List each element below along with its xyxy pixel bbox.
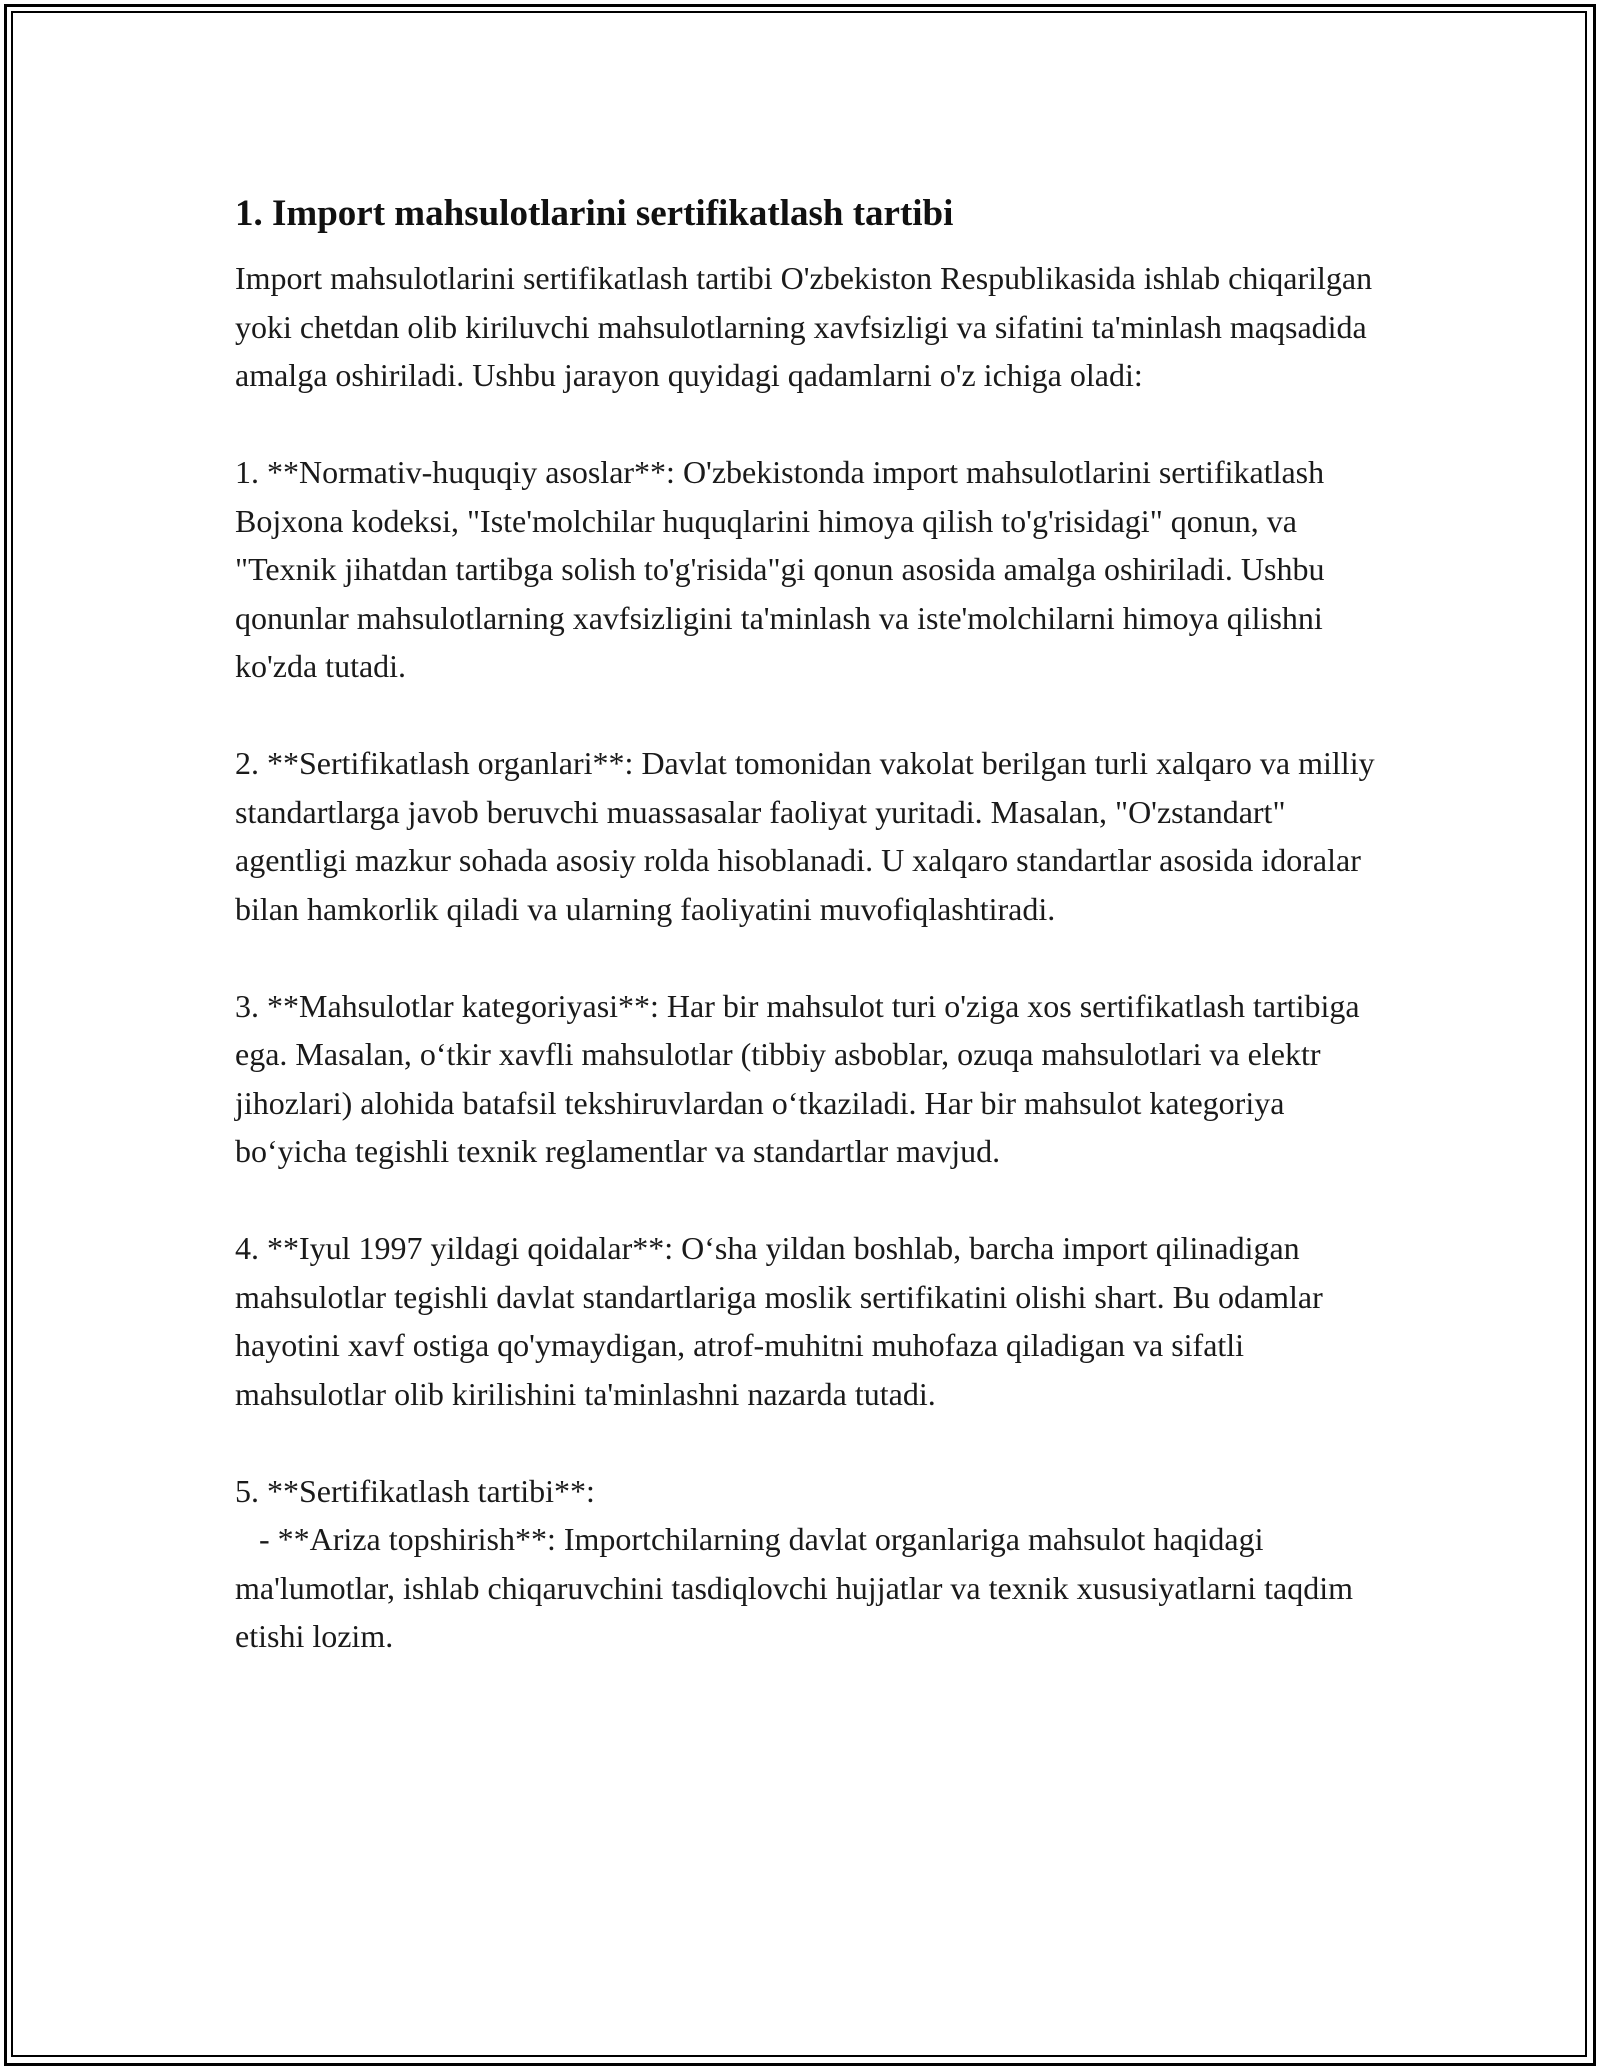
section-heading: 1. Import mahsulotlarini sertifikatlash tartibi xyxy=(235,193,954,234)
section-body-text: Import mahsulotlarini sertifikatlash tartibi O'zbekiston Respublikasida ishlab chiqarilgan yoki chetdan olib kiriluvchi mahsulotlarning xavfsizligi va sifatini ta'minlash maqsadida amalga oshiriladi. Ushbu jarayon quyidagi qadamlarni o'z ichiga oladi: 1. **Normativ-huquqiy asoslar**: O'zbekistonda import mahsulotlarini sertifikatlash Bojxona kodeksi, "Iste'molchilar huquqlarini himoya qilish to'g'risidagi" qonun, va "Texnik jihatdan tartibga solish to'g'risida"gi qonun asosida amalga oshiriladi. Ushbu qonunlar mahsulotlarning xavfsizligini ta'minlash va iste'molchilarni himoya qilishni ko'zda tutadi. 2. **Sertifikatlash organlari**: Davlat tomonidan vakolat berilgan turli xalqaro va milliy standartlarga javob beruvchi muassasalar faoliyat yuritadi. Masalan, "O'zstandart" agentligi mazkur sohada asosiy rolda hisoblanadi. U xalqaro standartlar asosida idoralar bilan hamkorlik qiladi va ularning faoliyatini muvofiqlashtiradi. 3. **Mahsulotlar kategoriyasi**: Har bir mahsulot turi o'ziga xos sertifikatlash tartibiga ega. Masalan, o‘tkir xavfli mahsulotlar (tibbiy asboblar, ozuqa mahsulotlari va elektr jihozlari) alohida batafsil tekshiruvlardan o‘tkaziladi. Har bir mahsulot kategoriya bo‘yicha tegishli texnik reglamentlar va standartlar mavjud. 4. **Iyul 1997 yildagi qoidalar**: O‘sha yildan boshlab, barcha import qilinadigan mahsulotlar tegishli davlat standartlariga moslik sertifikatini olishi shart. Bu odamlar hayotini xavf ostiga qo'ymaydigan, atrof-muhitni muhofaza qiladigan va sifatli mahsulotlar olib kirilishini ta'minlashni nazarda tutadi. 5. **Sertifikatlash tartibi**: - **Ariza topshirish**: Importchilarning davlat organlariga mahsulot haqidagi ma'lumotlar, ishlab chiqaruvchini tasdiqlovchi hujjatlar va texnik xususiyatlarni taqdim etishi lozim. xyxy=(235,260,1375,1654)
document-content xyxy=(235,188,1380,1661)
